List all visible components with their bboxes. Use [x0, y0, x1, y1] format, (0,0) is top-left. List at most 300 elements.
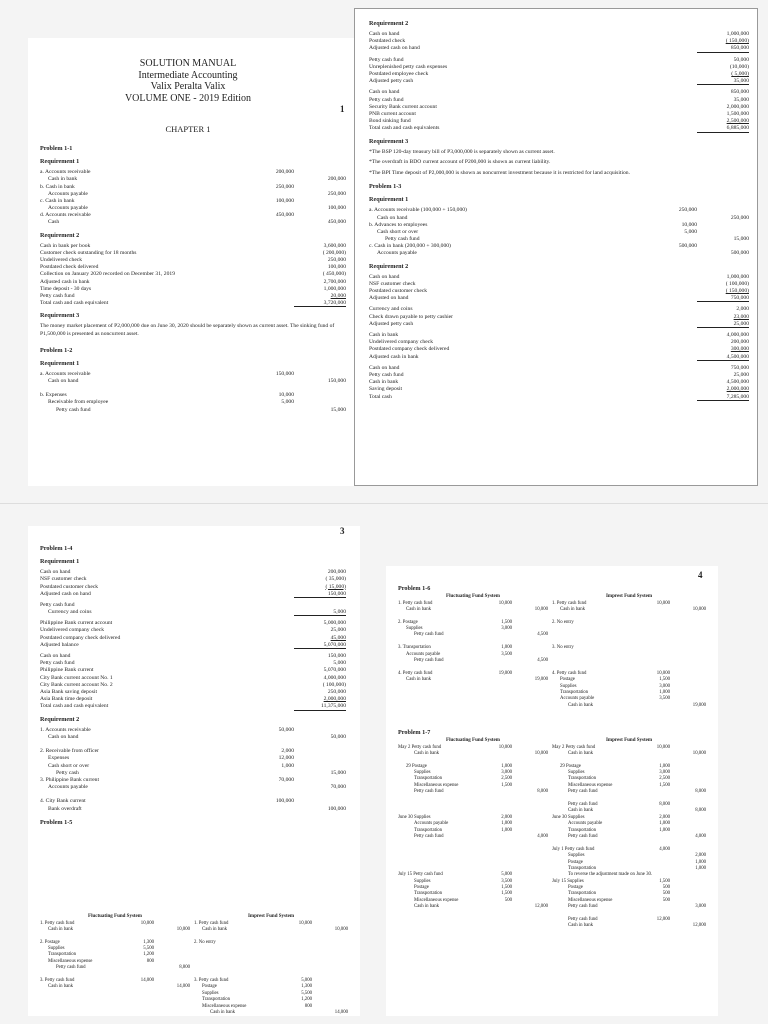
debit-amount: 10,000: [498, 744, 512, 750]
account-title: May 2 Petty cash fund: [552, 744, 596, 750]
debit-amount: 100,000: [275, 798, 294, 805]
line-item-label: Cash in bank per book: [40, 242, 91, 249]
debit-amount: 10,000: [298, 920, 312, 926]
account-title: Transportation: [414, 891, 443, 897]
account-title: 2. Postage: [40, 939, 60, 945]
account-title: Supplies: [568, 770, 585, 776]
journal-entry-row: [40, 385, 346, 392]
schedule-group: [369, 274, 749, 303]
journal-entry-row: [40, 212, 346, 219]
journal-entry-row: [40, 198, 346, 205]
account-title: Accounts payable: [560, 696, 595, 702]
credit-amount: [697, 222, 749, 229]
debit-amount: 1,000: [659, 763, 670, 769]
amount: 2,500,000: [726, 118, 749, 125]
account-title: Receivable from employee: [48, 399, 109, 406]
schedule-row: [40, 602, 346, 609]
account-title: 3. No entry: [552, 645, 574, 651]
fluctuating-fund-column: [40, 914, 190, 991]
debit-amount: 500: [662, 897, 670, 903]
account-title: Postage: [414, 885, 429, 891]
schedule-row: [369, 386, 749, 393]
credit-amount: 8,000: [695, 808, 706, 814]
credit-amount: 10,000: [692, 606, 706, 612]
journal-entry-row: [398, 904, 548, 910]
credit-amount: 19,000: [692, 702, 706, 708]
account-title: Bank overdraft: [48, 805, 82, 812]
problem-heading: Problem 1-2: [40, 346, 73, 354]
account-title: 1. Petty cash fund: [194, 920, 229, 926]
journal-entry-row: [40, 219, 346, 226]
account-title: Cash: [48, 219, 60, 226]
line-item-label: Time deposit - 30 days: [40, 285, 92, 292]
credit-amount: [294, 748, 346, 755]
credit-amount: [697, 229, 749, 236]
schedule-row: [40, 300, 346, 307]
credit-amount: [294, 755, 346, 762]
account-title: 4. Petty cash fund: [552, 670, 587, 676]
account-title: Expenses: [48, 755, 70, 762]
requirement-heading: Requirement 1: [369, 196, 409, 204]
amount: 5,070,000: [294, 642, 346, 649]
debit-amount: 250,000: [678, 207, 697, 214]
amount: 3,720,000: [294, 300, 346, 307]
schedule-group: [40, 569, 346, 598]
credit-amount: 12,000: [534, 904, 548, 910]
account-title: Miscellaneous expense: [202, 1003, 247, 1009]
schedule-row: [40, 591, 346, 598]
debit-amount: 5,500: [143, 946, 154, 952]
amount: 4,500,000: [697, 354, 749, 361]
journal-entry-row: [40, 777, 346, 784]
line-item-label: Asia Bank time deposit: [40, 696, 93, 703]
line-item-label: Unreplenished petty cash expenses: [369, 63, 448, 70]
schedule-row: [369, 295, 749, 302]
amount: 5,000: [294, 609, 346, 616]
debit-amount: [482, 677, 512, 683]
line-item-label: Total cash and cash equivalent: [40, 703, 109, 710]
account-title: Transportation: [202, 997, 231, 1003]
credit-amount: [294, 371, 346, 378]
account-title: 1. Accounts receivable: [40, 726, 91, 733]
credit-amount: 10,000: [534, 606, 548, 612]
account-title: Cash in bank: [406, 606, 432, 612]
debit-amount: 500,000: [678, 243, 697, 250]
debit-amount: [482, 904, 512, 910]
line-item-label: Adjusted cash in bank: [40, 278, 90, 285]
schedule-row: [369, 118, 749, 125]
debit-amount: 1,300: [143, 939, 154, 945]
schedule-row: [369, 332, 749, 339]
account-title: d. Accounts receivable: [40, 212, 91, 219]
schedule-group: [40, 620, 346, 649]
line-item-label: Petty cash fund: [40, 293, 75, 299]
debit-amount: 450,000: [275, 212, 294, 219]
schedule-group: [369, 57, 749, 86]
schedule-row: [369, 365, 749, 372]
schedule-row: [40, 569, 346, 576]
line-item-label: Petty cash fund: [369, 56, 404, 63]
amount: 2,000,000: [323, 696, 346, 703]
debit-amount: 800: [146, 958, 154, 964]
amount: 150,000: [327, 653, 346, 659]
debit-amount: 500: [504, 897, 512, 903]
journal-entries: [40, 169, 346, 227]
debit-amount: 2,000: [281, 748, 294, 755]
debit-amount: 19,000: [498, 670, 512, 676]
line-item-label: City Bank current account No. 1: [40, 674, 113, 681]
amount: 1,500,000: [726, 110, 749, 117]
line-item-label: Adjusted on hand: [369, 295, 409, 302]
line-item-label: Petty cash fund: [369, 96, 404, 103]
line-item-label: Cash on hand: [369, 364, 400, 371]
account-title: Cash in bank: [568, 750, 594, 756]
schedule-row: [40, 682, 346, 689]
amount: ( 200,000): [322, 249, 346, 256]
account-title: Transportation: [568, 891, 597, 897]
account-title: Supplies: [202, 990, 219, 996]
page-spread-divider: [0, 503, 768, 504]
amount: 3,600,000: [323, 242, 346, 249]
debit-amount: 10,000: [656, 600, 670, 606]
account-title: 29 Postage: [560, 763, 581, 769]
amount: 2,000,000: [726, 103, 749, 110]
amount: 4,000,000: [323, 674, 346, 681]
account-title: Cash in bank: [568, 702, 594, 708]
amount: 20,000: [330, 293, 346, 299]
schedule-row: [40, 286, 346, 293]
debit-amount: [254, 791, 294, 798]
account-title: Miscellaneous expense: [414, 897, 459, 903]
debit-amount: [254, 191, 294, 198]
credit-amount: [294, 184, 346, 191]
debit-amount: 70,000: [278, 776, 294, 783]
account-title: Supplies: [414, 878, 431, 884]
debit-amount: 1,000: [659, 821, 670, 827]
schedule-row: [369, 78, 749, 85]
page-number: 3: [340, 526, 345, 536]
problem-heading: Problem 1-4: [40, 545, 73, 552]
amount: 1,000,000: [726, 273, 749, 280]
account-title: 3. Petty cash fund: [40, 978, 75, 984]
schedule-row: [40, 293, 346, 300]
debit-amount: [640, 703, 670, 709]
account-title: Cash in bank: [406, 677, 432, 683]
requirement-heading: Requirement 1: [40, 359, 80, 367]
account-title: Transportation: [568, 827, 597, 833]
line-item-label: Cash on hand: [40, 569, 71, 576]
schedule-group: [40, 602, 346, 616]
line-item-label: Petty cash fund: [40, 660, 75, 667]
debit-amount: 5,000: [281, 399, 294, 406]
amount: ( 100,000): [322, 681, 346, 688]
debit-amount: 1,000: [501, 763, 512, 769]
debit-amount: 10,000: [656, 744, 670, 750]
account-title: Accounts payable: [48, 205, 88, 212]
schedule-row: [369, 125, 749, 132]
account-title: May 2 Petty cash fund: [398, 744, 442, 750]
schedule-row: [369, 288, 749, 295]
line-item-label: Postdated check delivered: [40, 264, 99, 271]
schedule-row: [369, 64, 749, 71]
schedule-row: [369, 274, 749, 281]
problem-1-4: [40, 540, 346, 830]
page-number: 1: [340, 104, 345, 114]
credit-amount: 8,800: [179, 965, 190, 971]
journal-entry-row: [40, 176, 346, 183]
amount: 850,000: [730, 89, 749, 96]
debit-amount: [254, 770, 294, 777]
account-title: 4. City Bank current: [40, 798, 86, 805]
problem-1-1: [40, 140, 346, 414]
account-title: Petty cash fund: [56, 406, 91, 413]
journal-entry-row: [40, 734, 346, 741]
journal-entries: [194, 921, 348, 1017]
requirement-heading: Requirement 2: [40, 231, 80, 239]
manual-title: SOLUTION MANUAL Intermediate Accounting Valix Peralta Valix VOLUME ONE - 2019 Edition: [124, 58, 252, 104]
credit-amount: 10,000: [176, 926, 190, 932]
amount: 6,885,000: [697, 125, 749, 132]
problem-heading: Problem 1-3: [369, 183, 402, 191]
debit-amount: 1,000: [659, 827, 670, 833]
credit-amount: [294, 763, 346, 770]
problem-heading: Problem 1-6: [398, 585, 431, 592]
debit-amount: [282, 1010, 312, 1016]
amount: 750,000: [730, 364, 749, 371]
schedule-row: [369, 45, 749, 52]
requirement-heading: Requirement 3: [40, 312, 80, 320]
debit-amount: 2,500: [501, 776, 512, 782]
schedule-row: [40, 703, 346, 710]
line-item-label: City Bank current account No. 2: [40, 681, 113, 688]
column-heading: Imprest Fund System: [605, 738, 653, 743]
credit-amount: 2,000: [695, 853, 706, 859]
credit-amount: 1,000: [695, 859, 706, 865]
schedule-row: [369, 71, 749, 78]
problem-heading: Problem 1-5: [40, 818, 73, 826]
account-title: July 1 Petty cash fund: [552, 846, 595, 852]
fluctuating-fund-column: [398, 594, 548, 684]
schedule-row: [40, 576, 346, 583]
schedule-row: [40, 696, 346, 703]
account-title: Supplies: [48, 946, 65, 952]
schedule-row: [40, 627, 346, 634]
account-title: Petty cash fund: [414, 658, 444, 664]
debit-amount: 50,000: [278, 726, 294, 733]
amount: 35,000: [697, 78, 749, 85]
schedule-row: [40, 250, 346, 257]
line-item-label: Total cash and cash equivalents: [369, 125, 440, 132]
amount: 11,375,000: [294, 703, 346, 710]
account-title: Accounts payable: [48, 784, 88, 791]
account-title: Supplies: [406, 626, 423, 632]
credit-amount: [697, 243, 749, 250]
journal-entry-row: [369, 222, 749, 229]
debit-amount: 500: [662, 885, 670, 891]
account-title: Petty cash fund: [385, 236, 420, 243]
account-title: Accounts payable: [414, 821, 449, 827]
debit-amount: [657, 250, 697, 257]
credit-amount: [697, 207, 749, 214]
journal-entry-row: [40, 806, 346, 813]
line-item-label: Total cash: [369, 393, 392, 400]
problem-heading: Problem 1-7: [398, 729, 431, 736]
amount: 200,000: [730, 339, 749, 346]
amount: 23,000: [733, 313, 749, 320]
credit-amount: 150,000: [327, 377, 346, 384]
account-title: Cash on hand: [377, 214, 408, 221]
amount: 750,000: [697, 295, 749, 302]
journal-entry-row: [369, 250, 749, 257]
imprest-fund-column: [194, 914, 348, 1016]
amount: (10,000): [729, 63, 749, 70]
debit-amount: 100,000: [275, 197, 294, 204]
credit-amount: [294, 777, 346, 784]
schedule-row: [369, 354, 749, 361]
journal-entry-row: [398, 677, 548, 683]
page-2: [354, 8, 758, 486]
column-heading: Fluctuating Fund System: [446, 738, 500, 743]
account-title: Cash in bank: [414, 904, 440, 910]
credit-amount: 50,000: [330, 733, 346, 740]
debit-amount: [657, 215, 697, 222]
journal-entry-row: [40, 784, 346, 791]
debit-amount: 3,500: [659, 696, 670, 702]
debit-amount: [254, 734, 294, 741]
schedule-row: [369, 372, 749, 379]
amount: ( 35,000): [325, 576, 346, 583]
debit-amount: 1,000: [501, 821, 512, 827]
credit-amount: 8,000: [695, 789, 706, 795]
debit-amount: 14,000: [140, 978, 154, 984]
amount: 5,070,000: [323, 667, 346, 674]
debit-amount: [254, 741, 294, 748]
schedule-row: [369, 321, 749, 328]
debit-amount: [254, 806, 294, 813]
requirement-heading: Requirement 1: [40, 158, 80, 166]
line-item-label: Asia Bank saving deposit: [40, 688, 98, 695]
account-title: b. Advances to employees: [369, 221, 428, 228]
credit-amount: [294, 198, 346, 205]
line-item-label: Check drawn payable to petty cashier: [369, 313, 454, 320]
amount: 100,000: [327, 264, 346, 271]
schedule-group: [40, 653, 346, 711]
account-title: 29 Postage: [406, 763, 427, 769]
line-item-label: Undelivered company check: [40, 627, 104, 634]
line-item-label: Customer check outstanding for 18 months: [40, 249, 137, 256]
account-title: Miscellaneous expense: [568, 897, 613, 903]
account-title: 3. Philippine Bank current: [40, 776, 100, 783]
page-4: [386, 566, 718, 1016]
amount: ( 150,000): [725, 38, 749, 45]
schedule-group: [369, 306, 749, 328]
chapter-heading: CHAPTER 1: [165, 124, 211, 134]
debit-amount: [657, 236, 697, 243]
line-item-label: Adjusted cash on hand: [40, 590, 91, 597]
account-title: Cash in bank: [568, 808, 594, 814]
line-item-label: NSF customer check: [369, 280, 416, 287]
page-number: 4: [698, 570, 703, 580]
journal-entry-row: [40, 770, 346, 777]
line-item-label: Bond sinking fund: [369, 118, 411, 125]
debit-amount: [254, 385, 294, 392]
line-item-label: PNB current account: [369, 110, 416, 117]
credit-amount: [294, 741, 346, 748]
line-item-label: NSF customer check: [40, 576, 87, 583]
amount: 1,000,000: [323, 285, 346, 292]
account-title: [40, 385, 254, 392]
account-title: Accounts payable: [568, 821, 603, 827]
account-title: Cash on hand: [48, 377, 79, 384]
amount: 2,700,000: [323, 278, 346, 285]
credit-amount: [294, 791, 346, 798]
credit-amount: 450,000: [327, 219, 346, 226]
amount: 2,000,000: [726, 386, 749, 393]
account-title: Petty cash fund: [414, 833, 444, 839]
line-item-label: Adjusted balance: [40, 641, 79, 648]
schedule-row: [40, 689, 346, 696]
account-title: Accounts payable: [377, 250, 417, 257]
account-title: a. Accounts receivable: [40, 169, 91, 176]
account-title: To reverse the adjustment made on June 30.: [568, 872, 653, 878]
account-title: Petty cash fund: [56, 965, 86, 971]
fluctuating-fund-column: [398, 738, 548, 911]
account-title: 1. Petty cash fund: [398, 600, 433, 606]
account-title: Accounts payable: [48, 190, 88, 197]
credit-amount: 10,000: [534, 750, 548, 756]
account-title: c. Cash in bank (200,000 + 300,000): [369, 243, 451, 250]
account-title: Miscellaneous expense: [568, 782, 613, 788]
line-item-label: Cash in bank: [369, 332, 399, 339]
note-text: *The BPI Time deposit of P2,000,000 is shown as noncurrent investment because it is restricted for land acquisition.: [369, 169, 631, 176]
account-title: July 15 Supplies: [552, 878, 584, 884]
debit-amount: [124, 984, 154, 990]
journal-entries: [369, 207, 749, 257]
credit-amount: 10,000: [334, 926, 348, 932]
credit-amount: 8,000: [537, 789, 548, 795]
requirement-text: The money market placement of P2,000,000 due on June 30, 2020 should be separately shown as current asset. The sinking fund of P1,500,000 is presented as noncurrent asset.: [40, 323, 335, 337]
line-item-label: Petty cash fund: [369, 371, 404, 378]
schedule-row: [369, 104, 749, 111]
debit-amount: 150,000: [275, 370, 294, 377]
line-item-label: Cash on hand: [369, 89, 400, 96]
debit-amount: 4,000: [659, 846, 670, 852]
debit-amount: 10,000: [656, 670, 670, 676]
credit-amount: 3,000: [695, 904, 706, 910]
account-title: Cash in bank: [568, 923, 594, 929]
column-heading: Imprest Fund System: [247, 914, 295, 919]
schedule-row: [369, 57, 749, 64]
line-item-label: Postdated company check delivered: [369, 346, 450, 353]
journal-entry-row: [369, 229, 749, 236]
account-title: Supplies: [560, 683, 577, 689]
account-title: Cash in bank: [48, 176, 78, 183]
schedule-row: [40, 257, 346, 264]
account-title: Cash in bank: [48, 984, 74, 990]
journal-entries: [398, 601, 548, 684]
debit-amount: 200,000: [275, 169, 294, 176]
credit-amount: 15,000: [330, 769, 346, 776]
schedule-row: [40, 653, 346, 660]
account-title: Cash short or over: [377, 228, 419, 235]
amount: ( 15,000): [325, 583, 346, 590]
journal-entry-row: [552, 923, 706, 929]
line-item-label: Cash on hand: [40, 653, 71, 659]
line-item-label: Adjusted petty cash: [369, 320, 414, 327]
account-title: Transportation: [48, 952, 77, 958]
journal-entry-row: [40, 763, 346, 770]
account-title: Miscellaneous expense: [48, 958, 93, 964]
